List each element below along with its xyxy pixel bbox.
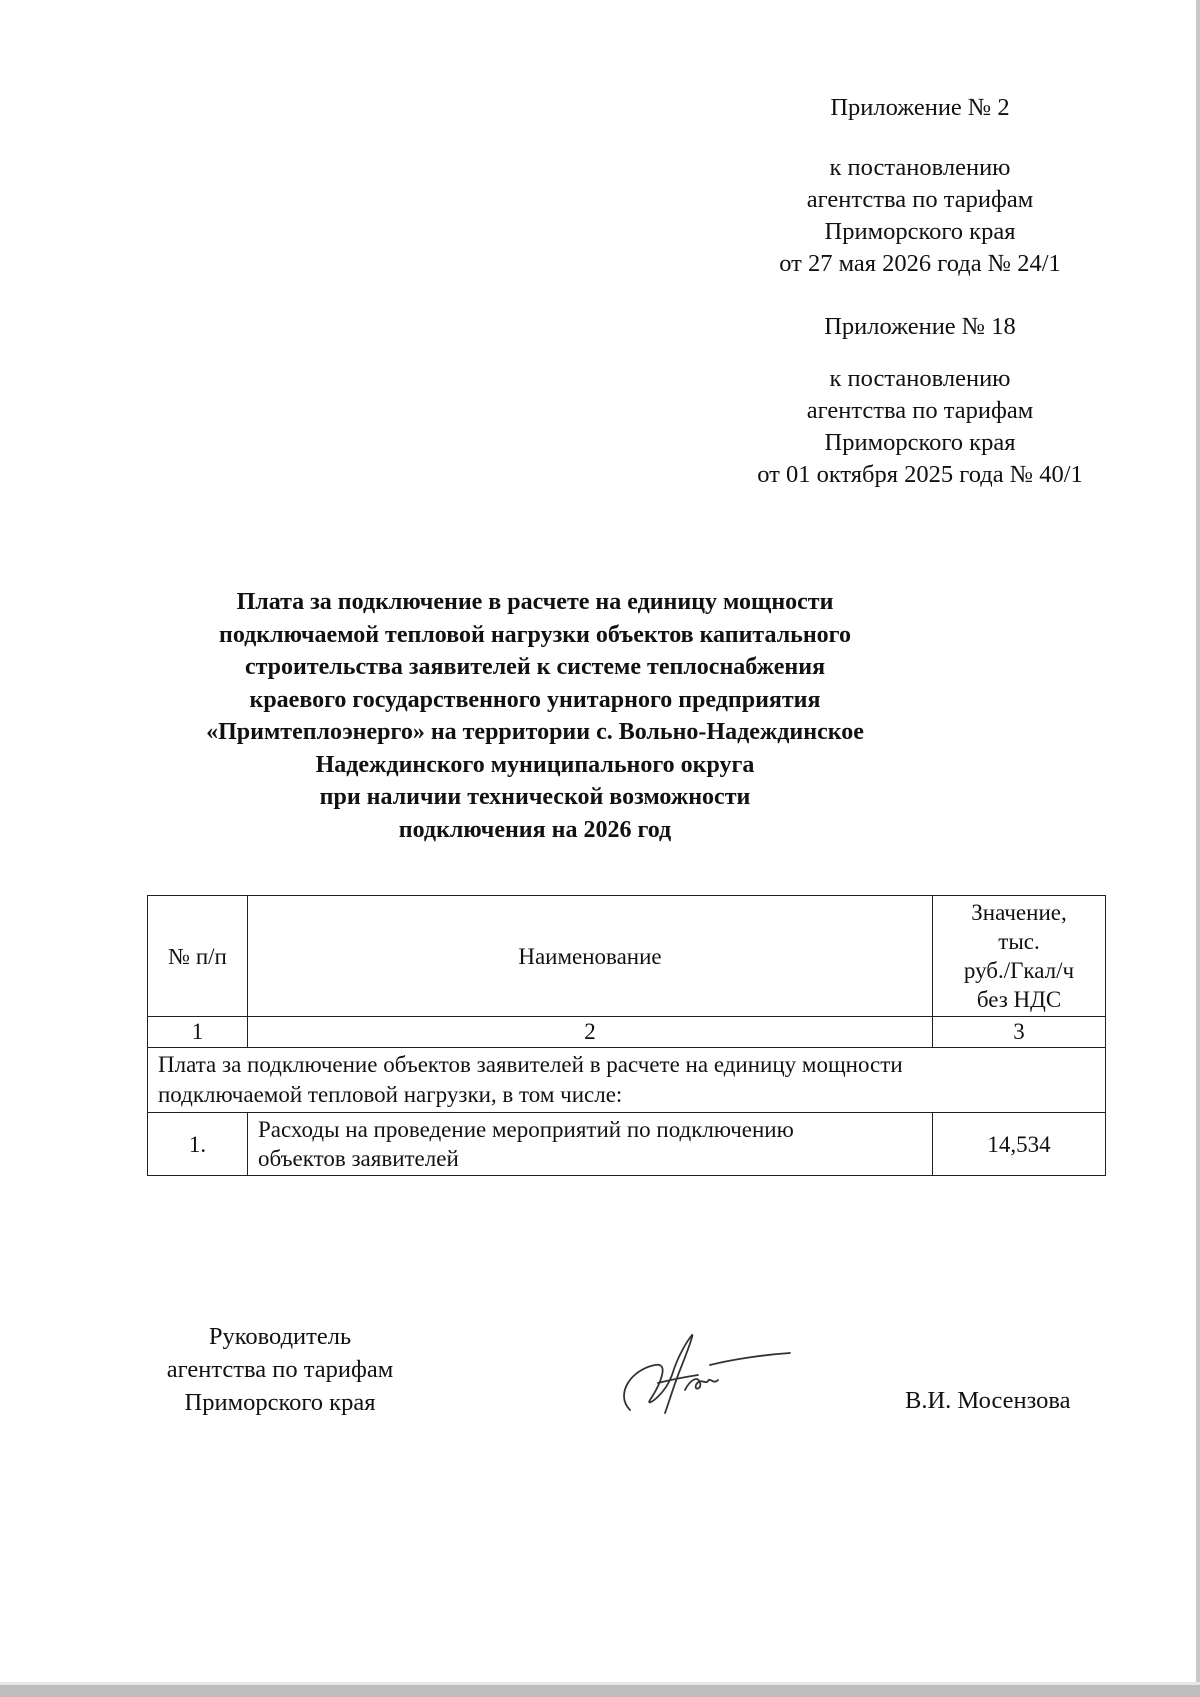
annex-2-body — [700, 363, 1140, 491]
table-section-row — [148, 1048, 1106, 1113]
header-value-line: руб./Гкал/ч — [963, 958, 1075, 983]
tariff-table — [147, 895, 1106, 1176]
signatory-position — [140, 1320, 420, 1419]
header-num: № п/п — [148, 896, 248, 1017]
title-line: краевого государственного унитарного предприятия — [249, 686, 821, 713]
document-title — [190, 586, 880, 846]
index-cell: 2 — [248, 1017, 933, 1048]
signatory-position-line: Приморского края — [184, 1389, 376, 1416]
table-header-row — [148, 896, 1106, 1017]
signatory-name: В.И. Мосензова — [905, 1387, 1071, 1414]
annex-2-line: агентства по тарифам — [806, 397, 1034, 424]
index-cell: 1 — [148, 1017, 248, 1048]
title-line: «Примтеплоэнерго» на территории с. Вольно-Надеждинское — [206, 719, 864, 745]
annex-1-body — [700, 152, 1140, 280]
annex-1-line: агентства по тарифам — [806, 186, 1034, 213]
section-line: подключаемой тепловой нагрузки, в том числе: — [158, 1082, 623, 1107]
title-line: подключения на 2026 год — [398, 816, 672, 843]
header-value — [933, 896, 1106, 1017]
index-cell: 3 — [933, 1017, 1106, 1048]
annex-1-line: от 27 мая 2026 года № 24/1 — [779, 250, 1061, 277]
page-edge-right — [1196, 0, 1200, 1697]
row-name-line: объектов заявителей — [258, 1146, 459, 1171]
header-value-line: без НДС — [976, 987, 1062, 1012]
annex-2-line: Приморского края — [824, 429, 1016, 456]
annex-2-title — [700, 311, 1140, 343]
signatory-position-line: агентства по тарифам — [166, 1356, 394, 1383]
annex-1-line: Приморского края — [824, 218, 1016, 245]
section-line: Плата за подключение объектов заявителей в расчете на единицу мощности — [158, 1052, 903, 1077]
title-line: подключаемой тепловой нагрузки объектов капитального — [219, 621, 851, 648]
annex-2-line: от 01 октября 2025 года № 40/1 — [757, 461, 1083, 488]
header-value-line: тыс. — [998, 929, 1040, 954]
signatory-position-line: Руководитель — [208, 1323, 352, 1350]
table-row — [148, 1113, 1106, 1176]
page-edge-bottom — [0, 1685, 1200, 1697]
row-name — [248, 1113, 933, 1176]
annex-2-line: к постановлению — [829, 365, 1011, 392]
row-value: 14,534 — [933, 1113, 1106, 1176]
row-num: 1. — [148, 1113, 248, 1176]
annex-1-title-text: Приложение № 2 — [830, 94, 1010, 121]
header-name: Наименование — [248, 896, 933, 1017]
section-cell — [148, 1048, 1106, 1113]
annex-1-line: к постановлению — [829, 154, 1011, 181]
title-line: Надеждинского муниципального округа — [315, 751, 755, 778]
title-line: строительства заявителей к системе теплоснабжения — [244, 654, 826, 680]
table-index-row — [148, 1017, 1106, 1048]
row-name-line: Расходы на проведение мероприятий по подключению — [258, 1117, 794, 1142]
title-line: при наличии технической возможности — [319, 784, 751, 810]
annex-1-title — [700, 92, 1140, 124]
handwritten-signature — [610, 1325, 800, 1420]
header-value-line: Значение, — [971, 900, 1067, 925]
annex-2-title-text: Приложение № 18 — [824, 313, 1016, 340]
title-line: Плата за подключение в расчете на единицу мощности — [236, 589, 834, 615]
